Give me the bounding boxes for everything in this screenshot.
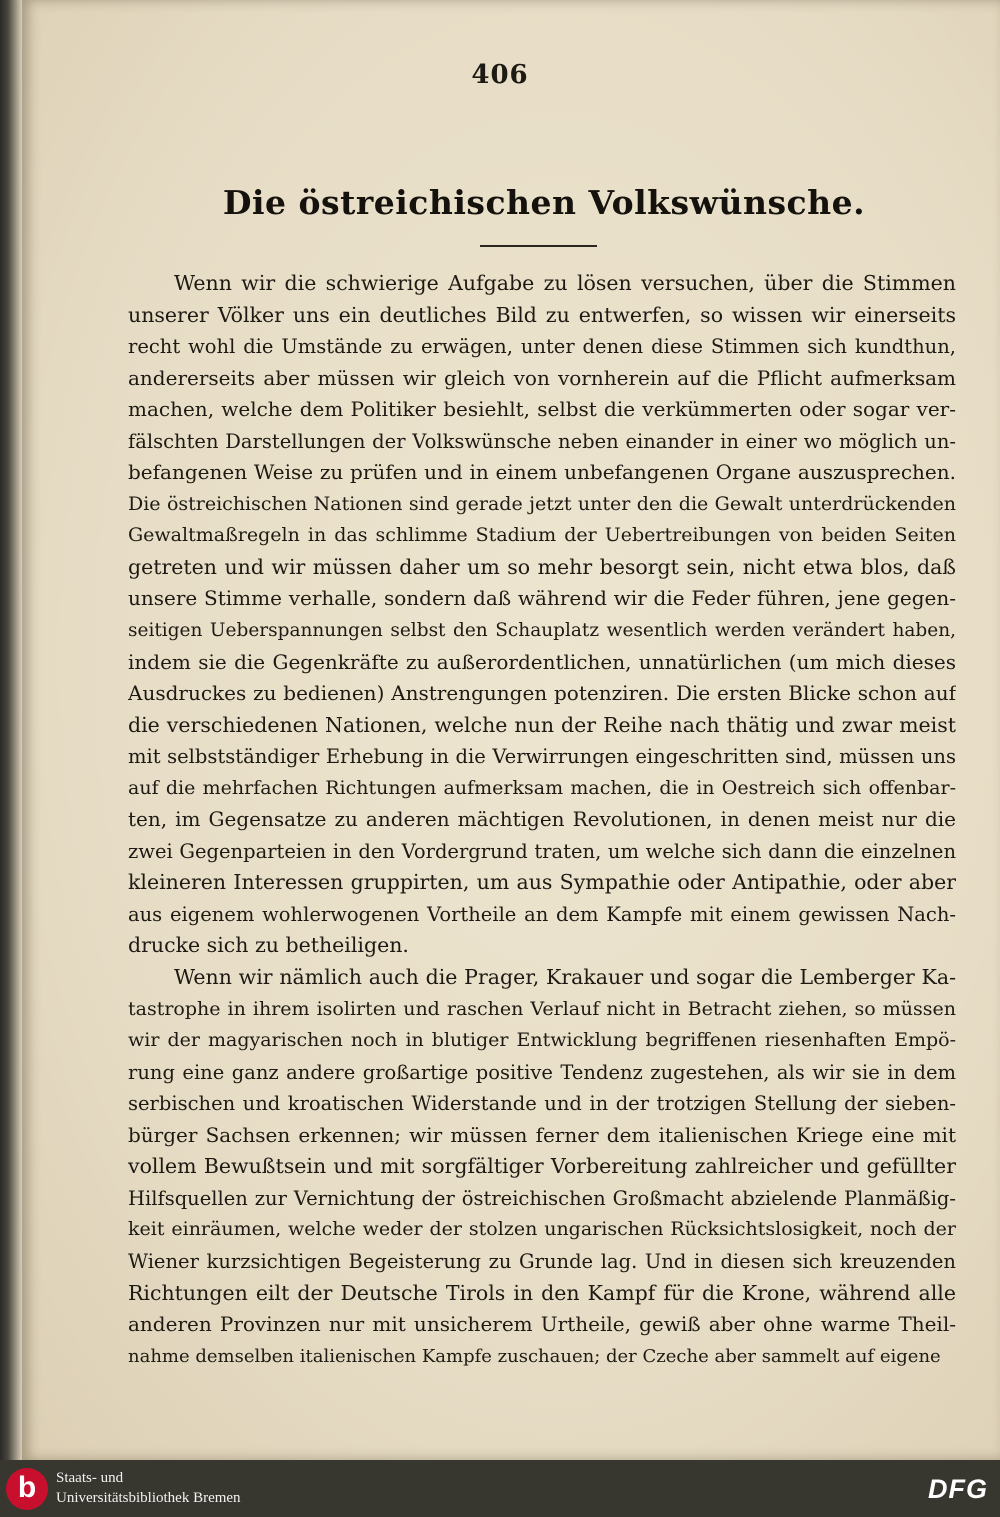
text-line: wir der magyarischen noch in blutiger Entwicklung begriffenen riesenhaften Empö- <box>128 1029 956 1052</box>
text-line: nahme demselben italienischen Kampfe zuschauen; der Czeche aber sammelt auf eigene <box>128 1345 941 1367</box>
text-line: auf die mehrfachen Richtungen aufmerksam machen, die in Oestreich sich offenbar- <box>128 776 956 799</box>
text-line: Ausdruckes zu bedienen) Anstrengungen potenziren. Die ersten Blicke schon auf <box>128 681 956 706</box>
text-line: Wiener kurzsichtigen Begeisterung zu Grunde lag. Und in diesen sich kreuzenden <box>128 1249 956 1273</box>
text-line: serbischen und kroatischen Widerstande und in der trotzigen Stellung der sieben- <box>128 1092 956 1116</box>
text-line: bürger Sachsen erkennen; wir müssen ferner dem italienischen Kriege eine mit <box>128 1122 956 1147</box>
text-line: aus eigenem wohlerwogenen Vortheile an dem Kampfe mit einem gewissen Nach- <box>128 902 956 926</box>
text-line: die verschiedenen Nationen, welche nun der Reihe nach thätig und zwar meist <box>128 712 956 737</box>
text-line: zwei Gegenparteien in den Vordergrund traten, um welche sich dann die einzelnen <box>128 839 956 863</box>
text-line: unsere Stimme verhalle, sondern daß während wir die Feder führen, jene gegen- <box>128 586 956 611</box>
text-line: Wenn wir nämlich auch die Prager, Krakauer und sogar die Lemberger Ka- <box>174 965 956 990</box>
text-line: anderen Provinzen nur mit unsicherem Urtheile, gewiß aber ohne warme Theil- <box>128 1312 956 1337</box>
text-line: mit selbstständiger Erhebung in die Verwirrungen eingeschritten sind, müssen uns <box>128 745 956 769</box>
library-logo-icon[interactable]: b <box>6 1468 48 1510</box>
text-line: fälschten Darstellungen der Volkswünsche neben einander in einer wo möglich un- <box>128 429 956 453</box>
viewer-footer <box>0 1460 1000 1517</box>
text-line: keit einräumen, welche weder der stolzen ungarischen Rücksichtslosigkeit, noch der <box>128 1218 956 1241</box>
text-line: indem sie die Gegenkräfte zu außerordentlichen, unnatürlichen (um mich dieses <box>128 649 956 674</box>
dfg-logo-icon[interactable]: DFG <box>928 1474 988 1504</box>
title-divider <box>480 245 597 247</box>
text-line: drucke sich zu betheiligen. <box>128 933 409 958</box>
text-line: ten, im Gegensatze zu anderen mächtigen Revolutionen, in denen meist nur die <box>128 807 956 832</box>
text-line: Die östreichischen Nationen sind gerade jetzt unter den die Gewalt unterdrückenden <box>128 492 956 515</box>
text-line: Gewaltmaßregeln in das schlimme Stadium der Uebertreibungen von beiden Seiten <box>128 524 956 547</box>
text-line: Wenn wir die schwierige Aufgabe zu lösen versuchen, über die Stimmen <box>174 271 956 295</box>
text-line: seitigen Ueberspannungen selbst den Schauplatz wesentlich werden verändert haben, <box>128 620 956 642</box>
article-title: Die östreichischen Volkswünsche. <box>222 183 866 222</box>
text-line: andererseits aber müssen wir gleich von vornherein auf die Pflicht aufmerksam <box>128 365 956 390</box>
text-line: unserer Völker uns ein deutliches Bild zu entwerfen, so wissen wir einerseits <box>128 302 956 327</box>
text-line: befangenen Weise zu prüfen und in einem unbefangenen Organe auszusprechen. <box>128 460 956 485</box>
text-line: getreten und wir müssen daher um so mehr besorgt sein, nicht etwa blos, daß <box>128 554 956 579</box>
text-line: rung eine ganz andere großartige positive Tendenz zugestehen, als wir sie in dem <box>128 1060 956 1084</box>
library-name-line2[interactable]: Universitätsbibliothek Bremen <box>56 1490 241 1506</box>
paragraph <box>128 962 956 1372</box>
library-name-line1[interactable]: Staats- und <box>56 1470 124 1486</box>
text-line: kleineren Interessen gruppirten, um aus Sympathie oder Antipathie, oder aber <box>128 870 956 895</box>
text-line: tastrophe in ihrem isolirten und raschen Verlauf nicht in Betracht ziehen, so müssen <box>128 997 956 1020</box>
paragraph <box>128 268 956 962</box>
text-line: recht wohl die Umstände zu erwägen, unter denen diese Stimmen sich kundthun, <box>128 335 956 359</box>
text-line: vollem Bewußtsein und mit sorgfältiger Vorbereitung zahlreicher und gefüllter <box>128 1154 956 1179</box>
article-body <box>128 268 956 1372</box>
text-line: Richtungen eilt der Deutsche Tirols in den Kampf für die Krone, während alle <box>128 1280 956 1305</box>
text-line: Hilfsquellen zur Vernichtung der östreichischen Großmacht abzielende Planmäßig- <box>128 1186 956 1210</box>
text-line: machen, welche dem Politiker besiehlt, selbst die verkümmerten oder sogar ver- <box>128 397 956 422</box>
page-number: 406 <box>471 60 529 90</box>
